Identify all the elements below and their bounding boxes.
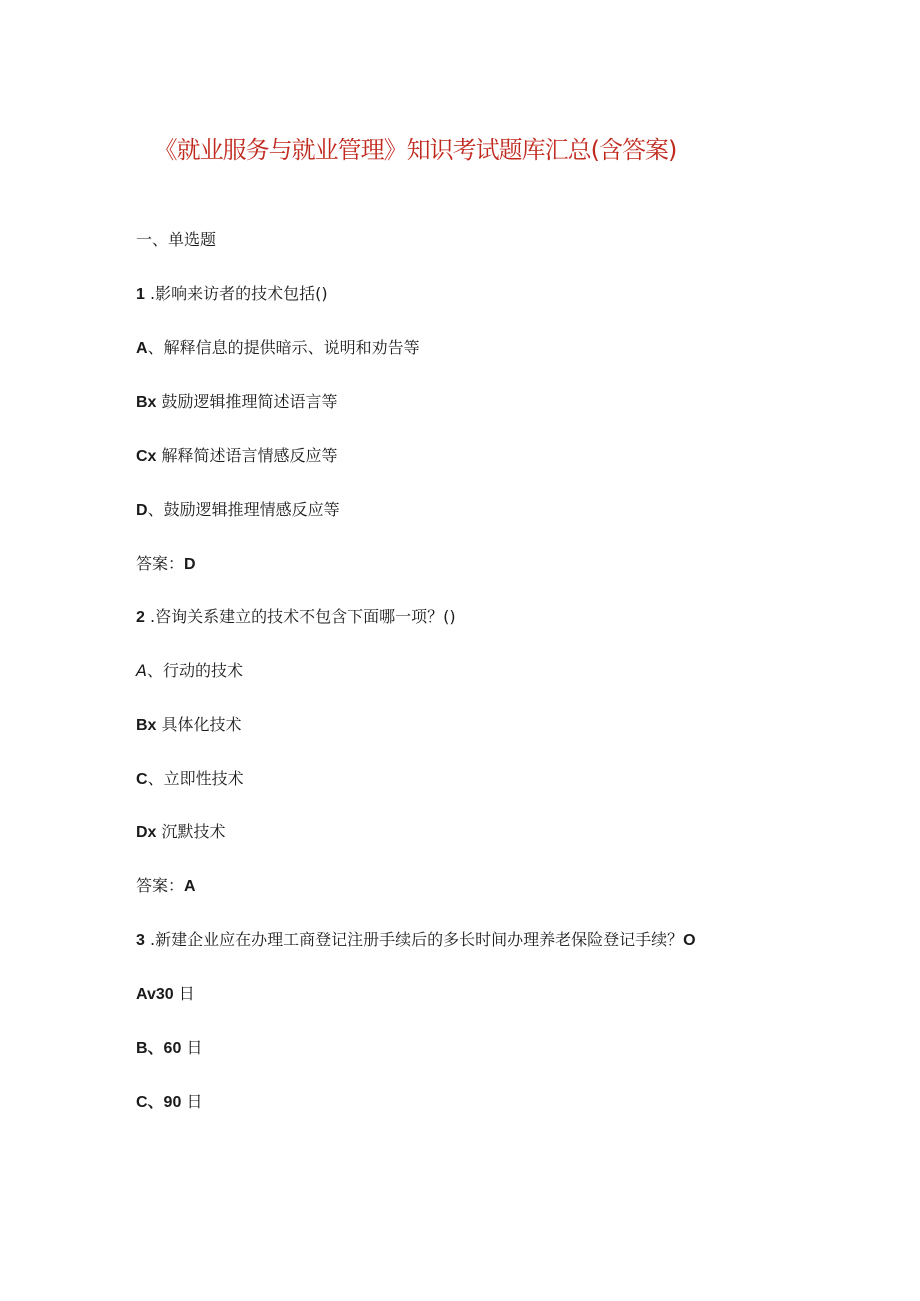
option-text: 日: [186, 1092, 203, 1111]
option-separator: 、: [146, 661, 163, 680]
option-text: 行动的技术: [162, 661, 243, 680]
answer-value: D: [184, 556, 196, 573]
answer-label: 答案：: [136, 554, 185, 573]
question-3-option-c: [136, 1090, 202, 1115]
question-3-stem: [136, 928, 696, 953]
option-key: Bx: [136, 394, 157, 411]
question-2-option-b: [136, 713, 242, 738]
question-1-stem: [136, 282, 328, 307]
option-text: 鼓励逻辑推理情感反应等: [163, 500, 340, 519]
question-text: .新建企业应在办理工商登记注册手续后的多长时间办理养老保险登记手续？: [144, 930, 684, 949]
section-heading: 一、单选题: [136, 230, 217, 249]
option-key: C: [136, 771, 148, 788]
question-1-option-c: [136, 444, 338, 469]
option-text: 鼓励逻辑推理简述语言等: [161, 392, 338, 411]
option-text: 解释简述语言情感反应等: [161, 446, 338, 465]
document-title: 《就业服务与就业管理》知识考试题库汇总(含答案): [153, 136, 677, 164]
option-text: 日: [186, 1038, 203, 1057]
option-separator: 、: [147, 338, 164, 357]
option-key: C、90: [136, 1094, 182, 1111]
option-text: 解释信息的提供暗示、说明和劝告等: [163, 338, 420, 357]
question-1-option-d: [136, 498, 340, 523]
question-number: 2: [136, 609, 145, 626]
option-key: Av30: [136, 986, 174, 1003]
question-1-option-a: [136, 336, 420, 361]
question-3-option-b: [136, 1036, 202, 1061]
option-key: Cx: [136, 448, 157, 465]
answer-value: A: [184, 878, 196, 895]
question-number: 3: [136, 932, 145, 949]
option-text: 立即性技术: [163, 769, 244, 788]
question-text: .咨询关系建立的技术不包含下面哪一项？(): [144, 607, 456, 626]
question-2-option-d: [136, 820, 226, 845]
question-3-option-a: [136, 982, 195, 1007]
option-text: 日: [178, 984, 195, 1003]
option-key: B、60: [136, 1040, 182, 1057]
option-text: 沉默技术: [161, 822, 226, 841]
question-2-option-a: [136, 659, 243, 683]
question-1-answer: [136, 552, 196, 577]
option-separator: 、: [147, 500, 164, 519]
answer-label: 答案：: [136, 876, 185, 895]
option-key: D: [136, 502, 148, 519]
question-2-option-c: [136, 767, 244, 792]
option-key: A: [136, 340, 148, 357]
question-text-tail: O: [683, 932, 696, 949]
option-separator: 、: [147, 769, 164, 788]
question-number: 1: [136, 286, 145, 303]
option-key: Dx: [136, 824, 157, 841]
option-key: A: [136, 661, 147, 680]
question-text: .影响来访者的技术包括(): [144, 284, 328, 303]
option-text: 具体化技术: [161, 715, 242, 734]
option-key: Bx: [136, 717, 157, 734]
question-2-stem: [136, 605, 456, 630]
question-1-option-b: [136, 390, 338, 415]
question-2-answer: [136, 874, 196, 899]
